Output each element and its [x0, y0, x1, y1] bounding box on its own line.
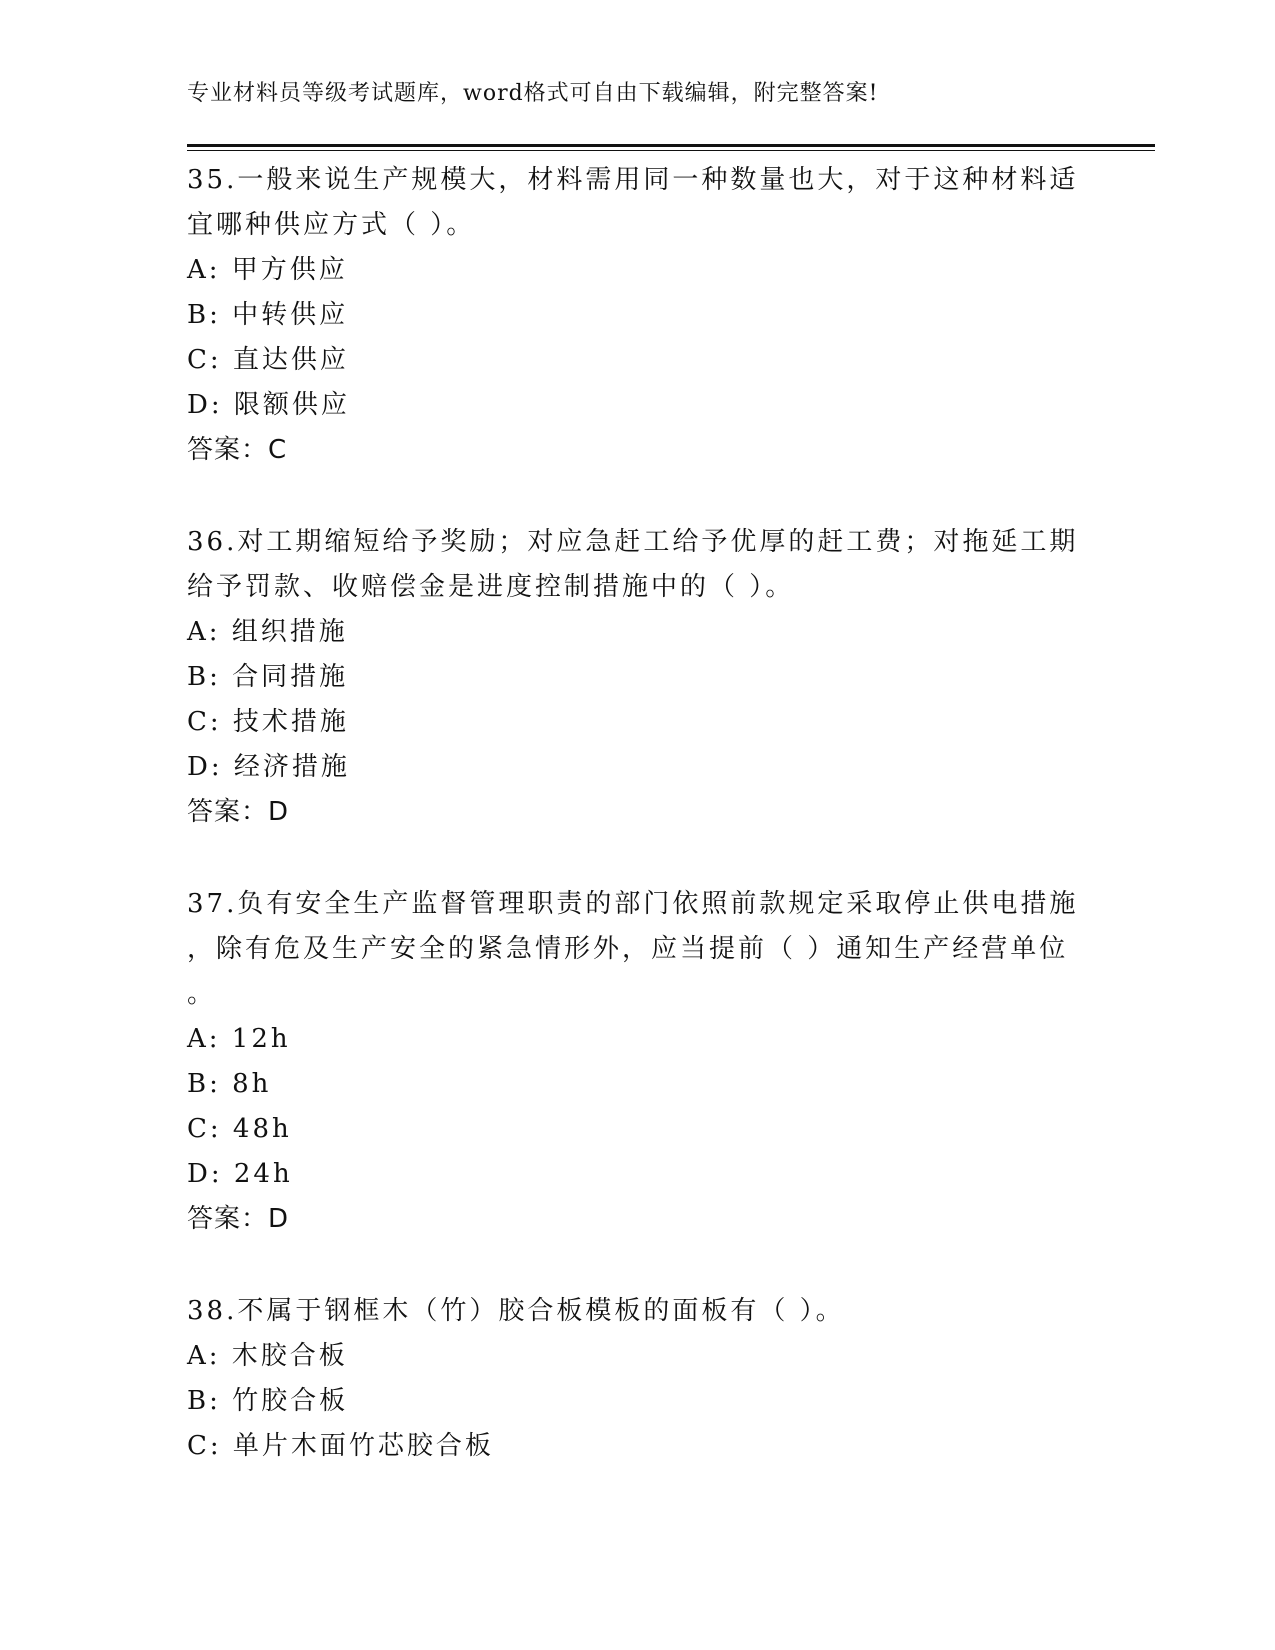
question-number: 38. — [187, 1296, 238, 1326]
question-37 — [187, 882, 1087, 1242]
page-header: 专业材料员等级考试题库，word格式可自由下载编辑，附完整答案! — [187, 81, 879, 106]
spacer — [187, 473, 1087, 520]
option-c: C: 技术措施 — [187, 707, 349, 737]
option-d: D: 24h — [187, 1159, 293, 1189]
option-b: B: 竹胶合板 — [187, 1386, 349, 1416]
question-line: ，除有危及生产安全的紧急情形外，应当提前（ ）通知生产经营单位 — [187, 934, 1069, 964]
option-b: B: 中转供应 — [187, 300, 349, 330]
spacer — [187, 835, 1087, 882]
question-text — [187, 520, 1087, 565]
answer: 答案：C — [187, 435, 288, 465]
question-38 — [187, 1289, 1087, 1469]
question-text — [187, 882, 1087, 927]
option-d: D: 经济措施 — [187, 752, 350, 782]
question-line: 不属于钢框木（竹）胶合板模板的面板有（ ）。 — [237, 1296, 845, 1326]
question-number: 36. — [187, 527, 238, 557]
option-c: C: 单片木面竹芯胶合板 — [187, 1431, 494, 1461]
option-b: B: 合同措施 — [187, 662, 349, 692]
question-line: 一般来说生产规模大，材料需用同一种数量也大，对于这种材料适 — [237, 165, 1079, 195]
question-line: 给予罚款、收赔偿金是进度控制措施中的（ ）。 — [187, 572, 795, 602]
option-a: A: 甲方供应 — [187, 255, 348, 285]
question-line: 对工期缩短给予奖励；对应急赶工给予优厚的赶工费；对拖延工期 — [237, 527, 1079, 557]
spacer — [187, 1242, 1087, 1289]
header-rule-thin — [187, 150, 1155, 151]
header-rule-thick — [187, 144, 1155, 147]
option-b: B: 8h — [187, 1069, 272, 1099]
question-36 — [187, 520, 1087, 835]
option-a: A: 12h — [187, 1024, 291, 1054]
question-text — [187, 158, 1087, 203]
question-text — [187, 1289, 1087, 1334]
answer: 答案：D — [187, 1204, 290, 1234]
question-line: 负有安全生产监督管理职责的部门依照前款规定采取停止供电措施 — [237, 889, 1079, 919]
question-list — [187, 158, 1087, 1469]
question-line: 。 — [187, 979, 217, 1009]
option-c: C: 48h — [187, 1114, 292, 1144]
question-line: 宜哪种供应方式（ ）。 — [187, 210, 476, 240]
question-number: 37. — [187, 889, 238, 919]
option-c: C: 直达供应 — [187, 345, 349, 375]
option-a: A: 木胶合板 — [187, 1341, 348, 1371]
answer: 答案：D — [187, 797, 290, 827]
option-a: A: 组织措施 — [187, 617, 348, 647]
question-number: 35. — [187, 165, 238, 195]
question-35 — [187, 158, 1087, 473]
option-d: D: 限额供应 — [187, 390, 350, 420]
